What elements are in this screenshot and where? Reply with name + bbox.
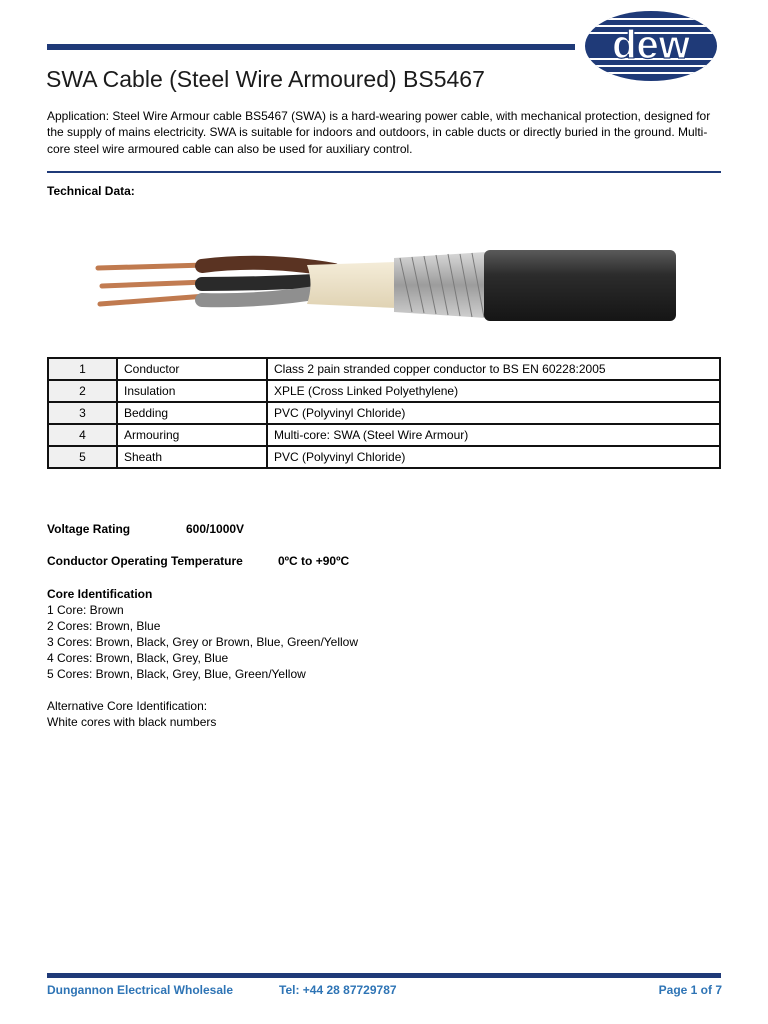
core-line: 5 Cores: Brown, Black, Grey, Blue, Green/Yellow (47, 667, 306, 681)
voltage-rating-value: 600/1000V (186, 522, 245, 536)
core-identification-heading: Core Identification (47, 587, 153, 601)
header-rule (47, 44, 575, 50)
application-paragraph: Application: Steel Wire Armour cable BS5467 (SWA) is a hard-wearing power cable, with mechanical protection, designed for the supply of mains electricity. SWA is suitable for indoors and outdoors, in cable ducts or directly buried in the ground. Multi-core steel wire armoured cable can also be used for auxiliary control. (47, 109, 711, 156)
core-line: 4 Cores: Brown, Black, Grey, Blue (47, 651, 229, 665)
core-line: 2 Cores: Brown, Blue (47, 619, 161, 633)
operating-temperature-value: 0ºC to +90ºC (278, 554, 350, 568)
footer-telephone: Tel: +44 28 87729787 (279, 983, 397, 997)
dew-logo (584, 10, 718, 82)
row-number: 5 (48, 446, 117, 468)
row-number: 4 (48, 424, 117, 446)
footer-page-number: Page 1 of 7 (658, 983, 722, 997)
operating-temperature-label: Conductor Operating Temperature (47, 554, 243, 568)
alternative-core-identification (47, 698, 216, 730)
table-row (48, 358, 720, 380)
core-line: 1 Core: Brown (47, 603, 124, 617)
component-name: Insulation (117, 380, 267, 402)
cable-spec-table (47, 357, 721, 469)
component-name: Sheath (117, 446, 267, 468)
alternative-core-text: White cores with black numbers (47, 715, 217, 729)
component-name: Bedding (117, 402, 267, 424)
component-name: Conductor (117, 358, 267, 380)
row-number: 1 (48, 358, 117, 380)
table-row (48, 446, 720, 468)
section-rule (47, 171, 721, 173)
cable-image (94, 244, 679, 329)
component-description: PVC (Polyvinyl Chloride) (267, 402, 720, 424)
component-description: Multi-core: SWA (Steel Wire Armour) (267, 424, 720, 446)
voltage-rating-label: Voltage Rating (47, 522, 131, 536)
component-description: PVC (Polyvinyl Chloride) (267, 446, 720, 468)
table-row (48, 424, 720, 446)
row-number: 3 (48, 402, 117, 424)
component-description: XPLE (Cross Linked Polyethylene) (267, 380, 720, 402)
alternative-core-heading: Alternative Core Identification: (47, 699, 208, 713)
technical-data-label: Technical Data: (47, 184, 135, 198)
core-identification (47, 586, 358, 682)
table-row (48, 402, 720, 424)
svg-text:dew: dew (612, 23, 690, 67)
page-title: SWA Cable (Steel Wire Armoured) BS5467 (46, 66, 485, 92)
component-description: Class 2 pain stranded copper conductor to BS EN 60228:2005 (267, 358, 720, 380)
footer-company: Dungannon Electrical Wholesale (47, 983, 234, 997)
component-name: Armouring (117, 424, 267, 446)
core-line: 3 Cores: Brown, Black, Grey or Brown, Blue, Green/Yellow (47, 635, 359, 649)
footer-rule (47, 973, 721, 978)
row-number: 2 (48, 380, 117, 402)
table-row (48, 380, 720, 402)
